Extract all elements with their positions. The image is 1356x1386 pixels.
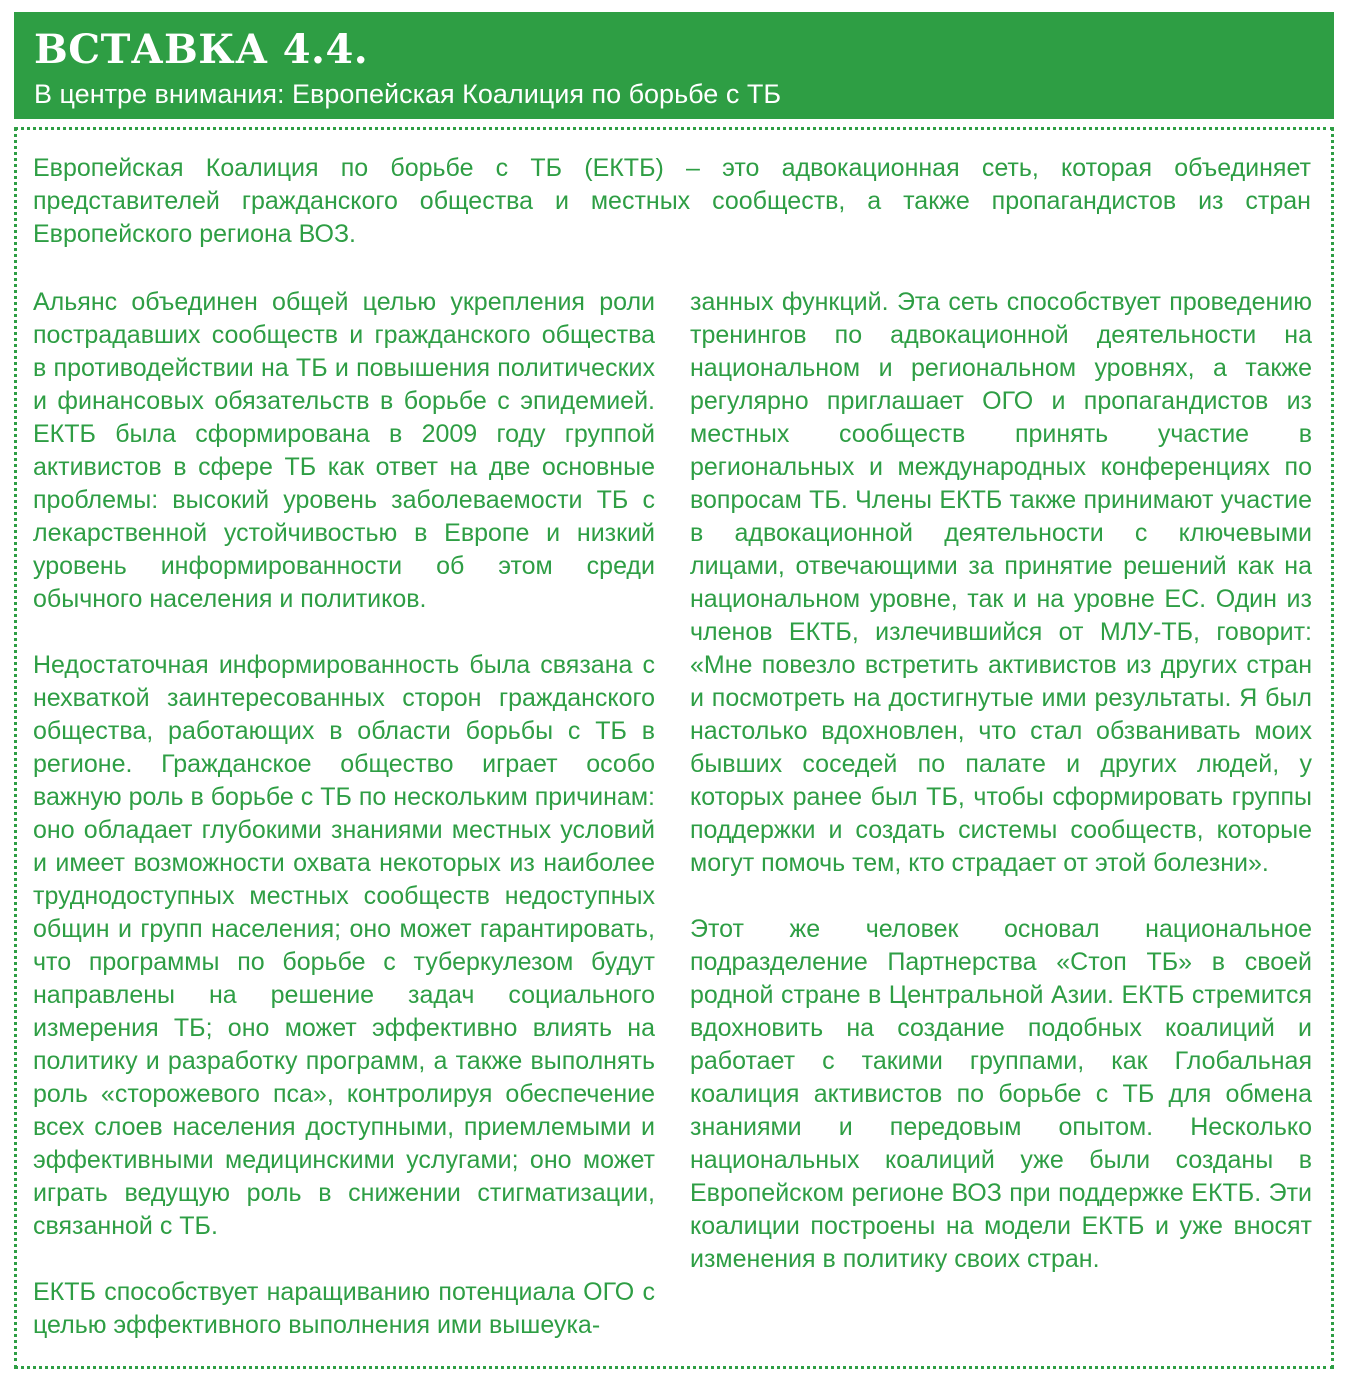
left-column [33, 286, 655, 1348]
paragraph-capacity-building: ЕКТБ способствует наращиванию потенциала ОГО с целью эффективного выполнения ими вышеука- [33, 1278, 655, 1339]
box-header [14, 12, 1334, 119]
right-column [690, 286, 1312, 1348]
paragraph-alliance-goals: Альянс объединен общей целью укрепления роли пострадавших сообществ и гражданского общества в противодействии на ТБ и повышения политических и финансовых обязательств в борьбе с эпидемией. ЕКТБ была сформирована в 2009 году группой активистов в сфере ТБ как ответ на две основные проблемы: высокий уровень заболеваемости ТБ с лекарственной устойчивостью в Европе и низкий уровень информированности об этом среди обычного населения и политиков. [33, 288, 655, 613]
box-subtitle: В центре внимания: Европейская Коалиция по борьбе с ТБ [34, 79, 782, 109]
paragraph-national-coalitions: Этот же человек основал национальное подразделение Партнерства «Стоп ТБ» в своей родной стране в Центральной Азии. ЕКТБ стремится вдохновить на создание подобных коалиций и работает с такими группами, как Глобальная коалиция активистов по борьбе с ТБ для обмена знаниями и передовым опытом. Несколько национальных коалиций уже были созданы в Европейском регионе ВОЗ при поддержке ЕКТБ. Эти коалиции построены на модели ЕКТБ и уже вносят изменения в политику своих стран. [690, 915, 1312, 1273]
paragraph-civil-society-role: Недостаточная информированность была связана с нехваткой заинтересованных сторон гражданского общества, работающих в области борьбы с ТБ в регионе. Гражданское общество играет особо важную роль в борьбе с ТБ по нескольким причинам: оно обладает глубокими знаниями местных условий и имеет возможности охвата некоторых из наиболее труднодоступных местных сообществ недоступных общин и групп населения; оно может гарантировать, что программы по борьбе с туберкулезом будут направлены на решение задач социального измерения ТБ; оно может эффективно влиять на политику и разработку программ, а также выполнять роль «сторожевого пса», контролируя обеспечение всех слоев населения доступными, приемлемыми и эффективными медицинскими услугами; оно может играть ведущую роль в снижении стигматизации, связанной с ТБ. [33, 651, 655, 1240]
paragraph-network-activities: занных функций. Эта сеть способствует проведению тренингов по адвокационной деятельности на национальном и региональном уровнях, а также регулярно приглашает ОГО и пропагандистов из местных сообществ принять участие в региональных и международных конференциях по вопросам ТБ. Члены ЕКТБ также принимают участие в адвокационной деятельности с ключевыми лицами, отвечающими за принятие решений как на национальном уровне, так и на уровне ЕС. Один из членов ЕКТБ, излечившийся от МЛУ-ТБ, говорит: «Мне повезло встретить активистов из других стран и посмотреть на достигнутые ими результаты. Я был настолько вдохновлен, что стал обзванивать моих бывших соседей по палате и других людей, у которых ранее был ТБ, чтобы сформировать группы поддержки и создать системы сообществ, которые могут помочь тем, кто страдает от этой болезни». [690, 288, 1312, 877]
box-title: ВСТАВКА 4.4. [34, 26, 369, 73]
intro-paragraph: Европейская Коалиция по борьбе с ТБ (ЕКТБ) – это адвокационная сеть, которая объединяет представителей гражданского общества и местных сообществ, а также пропагандистов из стран Европейского региона ВОЗ. [33, 154, 1311, 248]
